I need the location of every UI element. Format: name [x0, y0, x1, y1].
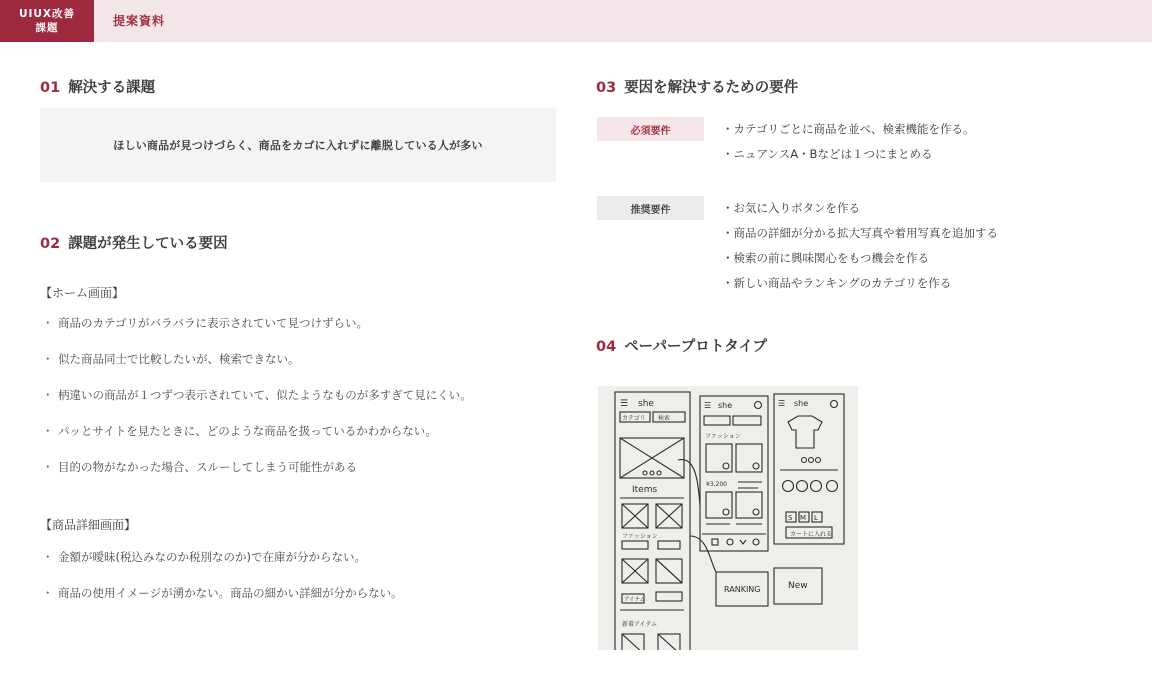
sketch-accessory-label: アイテム [624, 597, 646, 603]
sketch-fashion-label: ファッション [622, 533, 658, 540]
section-number: 02 [40, 236, 61, 252]
home-screen-heading: 【ホーム画面】 [40, 286, 125, 300]
bullet-mark: ・ [42, 352, 54, 366]
document-title: 提案資料 [113, 14, 166, 28]
bullet-mark: ・ [42, 586, 54, 600]
requirement-item: ・お気に入りボタンを作る [722, 201, 860, 215]
sketch-size-m: M [800, 514, 807, 522]
section-02-heading [40, 232, 228, 253]
section-03-heading [596, 76, 798, 97]
sketch-brand-3: she [794, 399, 809, 408]
recommended-tag: 推奨要件 [597, 196, 704, 220]
list-item-text: 商品の使用イメージが湧かない。商品の細かい詳細が分からない。 [58, 586, 403, 600]
list-item-text: 金額が曖昧(税込みなのか税別なのか)で在庫が分からない。 [58, 550, 366, 564]
bullet-mark: ・ [42, 316, 54, 330]
list-item [42, 585, 403, 601]
sketch-new: New [788, 581, 808, 591]
detail-screen-heading: 【商品詳細画面】 [40, 518, 137, 532]
list-item [42, 387, 472, 403]
sketch-category-tab: カテゴリ [622, 415, 646, 422]
sketch-fashion-label-2: ファッション [705, 433, 741, 440]
list-item [42, 315, 368, 331]
required-tag: 必須要件 [597, 117, 704, 141]
bullet-mark: ・ [42, 424, 54, 438]
section-title: 課題が発生している要因 [68, 236, 228, 252]
list-item-text: 柄違いの商品が１つずつ表示されていて、似たようなものが多すぎて見にくい。 [58, 388, 472, 402]
bullet-mark: ・ [42, 460, 54, 474]
section-title: 要因を解決するための要件 [624, 80, 799, 96]
sketch-size-l: L [814, 514, 818, 522]
section-04-heading [596, 335, 767, 356]
problem-statement: ほしい商品が見つけづらく、商品をカゴに入れずに離脱している人が多い [113, 139, 483, 152]
section-number: 04 [596, 339, 617, 355]
bullet-mark: ・ [42, 550, 54, 564]
section-number: 03 [596, 80, 617, 96]
sketch-add-to-cart: カートに入れる [790, 531, 833, 538]
requirement-item: ・カテゴリごとに商品を並べ、検索機能を作る。 [722, 122, 975, 136]
sketch-brand-2: she [718, 401, 733, 410]
paper-prototype-photo [598, 386, 858, 650]
svg-text:☰: ☰ [704, 401, 712, 410]
requirement-item: ・ニュアンスA・Bなどは１つにまとめる [722, 147, 933, 161]
section-number: 01 [40, 80, 61, 96]
problem-statement-box [40, 108, 556, 182]
svg-text:☰: ☰ [778, 399, 786, 408]
requirement-item: ・新しい商品やランキングのカテゴリを作る [722, 276, 952, 290]
requirement-item: ・検索の前に興味関心をもつ機会を作る [722, 251, 929, 265]
list-item [42, 549, 366, 565]
list-item-text: 商品のカテゴリがバラバラに表示されていて見つけずらい。 [58, 316, 369, 330]
header-bar [0, 0, 1152, 42]
sketch-search-tab: 検索 [658, 415, 671, 422]
sketch-price: ¥3,200 [706, 481, 727, 488]
list-item [42, 423, 437, 439]
badge-line2: 課題 [35, 22, 59, 34]
badge-line1: UIUX改善 [18, 8, 76, 20]
list-item [42, 459, 357, 475]
list-item-text: 目的の物がなかった場合、スルーしてしまう可能性がある [58, 460, 357, 474]
sketch-size-s: S [788, 514, 793, 522]
sketch-ranking: RANKING [724, 585, 761, 594]
paper-prototype-sketch [598, 386, 858, 650]
list-item-text: パッとサイトを見たときに、どのような商品を扱っているかわからない。 [58, 424, 437, 438]
section-01-heading [40, 76, 155, 97]
list-item [42, 351, 300, 367]
sketch-items-label: Items [632, 485, 658, 495]
section-title: ペーパープロトタイプ [624, 339, 768, 355]
sketch-new-items-label: 新着アイテム [622, 621, 658, 628]
section-title: 解決する課題 [68, 80, 156, 96]
bullet-mark: ・ [42, 388, 54, 402]
requirement-item: ・商品の詳細が分かる拡大写真や着用写真を追加する [722, 226, 998, 240]
svg-text:☰: ☰ [620, 399, 629, 409]
sketch-brand: she [638, 399, 654, 409]
category-badge [0, 0, 94, 42]
list-item-text: 似た商品同士で比較したいが、検索できない。 [58, 352, 300, 366]
